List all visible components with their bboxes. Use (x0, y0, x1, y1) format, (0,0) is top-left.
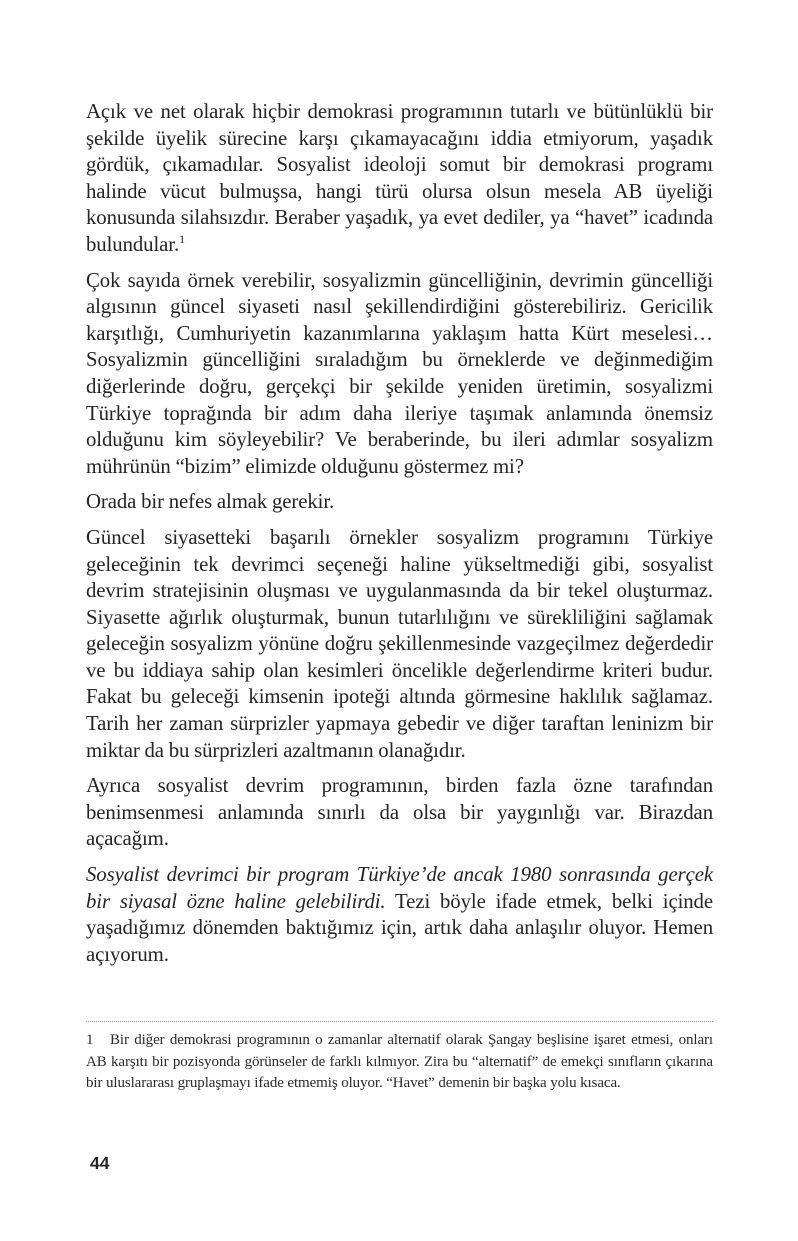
paragraph-6 (86, 862, 713, 968)
paragraph-6-roman-text: Tezi böyle ifade etmek, belki içinde yaşadığımız dönemden baktığımız için, artık daha anlaşılır oluyor. Hemen açıyorum. (86, 889, 713, 966)
paragraph-4: Güncel siyasetteki başarılı örnekler sosyalizm programını Türkiye geleceğinin tek devrimci seçeneği haline yükseltmediği gibi, sosyalist devrim stratejisinin oluşması ve uygulanmasında da bir tekel oluşturmaz. Siyasette ağırlık oluşturmak, bunun tutarlılığını ve sürekliliğini sağlamak geleceğin sosyalizm yönüne doğru şekillenmesinde vazgeçilmez değerdedir ve bu iddiaya sahip olan kesimleri öncelikle değerlendirme kriteri budur. Fakat bu geleceği kimsenin ipoteği altında görmesine haklılık sağlamaz. Tarih her zaman sürprizler yapmaya gebedir ve diğer taraftan leninizm bir miktar da bu sürprizleri azaltmanın olanağıdır. (86, 525, 713, 762)
page-number: 44 (90, 1153, 110, 1173)
paragraph-3: Orada bir nefes almak gerekir. (86, 490, 335, 514)
body-text (86, 99, 713, 977)
paragraph-1 (86, 99, 713, 259)
paragraph-5: Ayrıca sosyalist devrim programının, birden fazla özne tarafından benimsenmesi anlamında sınırlı da olsa bir yaygınlığı var. Birazdan açacağım. (86, 774, 713, 851)
footnote-text: Bir diğer demokrasi programının o zamanlar alternatif olarak Şangay beşlisine işaret etmesi, onları AB karşıtı bir pozisyonda görünseler de farklı kılmıyor. Zira bu “alternatif” de emekçi sınıfların çıkarına bir uluslararası gruplaşmayı ifade etmemiş oluyor. “Havet” demenin bir başka yolu kısaca. (86, 1032, 713, 1092)
paragraph-6-italic-lead: Sosyalist devrimci bir program Türkiye’de ancak 1980 sonrasında gerçek bir siyasal özne haline gelebilirdi. (86, 863, 713, 913)
footnote-separator (86, 1021, 713, 1022)
paragraph-2: Çok sayıda örnek verebilir, sosyalizmin güncelliğinin, devrimin güncelliği algısının güncel siyaseti nasıl şekillendirdiğini gösterebiliriz. Gericilik karşıtlığı, Cumhuriyetin kazanımlarına yaklaşım hatta Kürt meselesi… Sosyalizmin güncelliğini sıraladığım bu örneklerde ve değinmediğim diğerlerinde doğru, gerçekçi bir şekilde yeniden üretimin, sosyalizmi Türkiye toprağında bir adım daha ileriye taşımak anlamında önemsiz olduğunu kim söyleyebilir? Ve beraberinde, bu ileri adımlar sosyalizm mührünün “bizim” elimizde olduğunu göstermez mi? (86, 268, 713, 478)
footnote-marker: 1 (86, 1032, 94, 1048)
footnote (86, 1030, 713, 1095)
footnote-reference: 1 (179, 232, 185, 247)
paragraph-1-text: Açık ve net olarak hiçbir demokrasi programının tutarlı ve bütünlüklü bir şekilde üyelik sürecine karşı çıkamayacağını iddia etmiyorum, yaşadık gördük, çıkamadılar. Sosyalist ideoloji somut bir demokrasi programı halinde vücut bulmuşsa, hangi türü olursa olsun mesela AB üyeliği konusunda silahsızdır. Beraber yaşadık, ya evet dediler, ya “havet” icadında bulundular. (86, 100, 713, 256)
